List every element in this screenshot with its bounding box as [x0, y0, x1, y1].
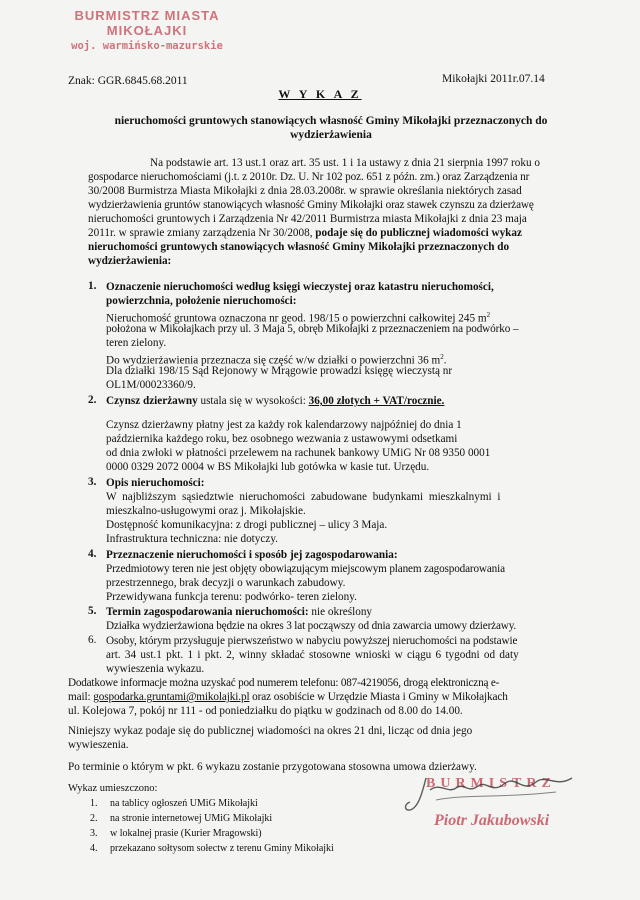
intro-line: gospodarce nieruchomościami (j.t. z 2010r. Dz. U. Nr 102 poz. 651 z późn. zm.) oraz Zarządzenia nr: [88, 171, 530, 183]
item-number: 5.: [88, 605, 97, 617]
item-1-line: teren zielony.: [106, 337, 167, 349]
item-2-line: 0000 0329 2072 0004 w BS Mikołajki lub gotówka w kasie tut. Urzędu.: [106, 461, 430, 473]
item-6-line: wywieszenia wykazu.: [106, 663, 205, 675]
item-5-heading: [106, 605, 372, 619]
intro-bold-line: wydzierżawienia:: [88, 255, 172, 267]
info-line: ul. Kolejowa 7, pokój nr 111 - od poniedziałku do piątku w godzinach od 8.00 do 14.00.: [68, 705, 463, 717]
item-1-heading: Oznaczenie nieruchomości według księgi wieczystej oraz katastru nieruchomości,: [106, 281, 494, 293]
place-date: Mikołajki 2011r.07.14: [442, 73, 545, 85]
item-1-line: położona w Mikołajkach przy ul. 3 Maja 5, obręb Mikołajki z przeznaczeniem na podwórko –: [106, 323, 519, 335]
info-text: oraz osobiście w Urzędzie Miasta i Gminy w Mikołajkach: [249, 691, 508, 703]
mayor-title: BURMISTRZ: [426, 776, 556, 791]
posted-number: 1.: [90, 798, 98, 809]
term-label: Termin zagospodarowania nieruchomości:: [106, 606, 309, 618]
item-number: 4.: [88, 548, 97, 560]
posted-number: 4.: [90, 843, 98, 854]
item-3-line: mieszkalno-usługowymi oraz j. Mikołajskie.: [106, 505, 306, 517]
intro-line: 30/2008 Burmistrza Miasta Mikołajki z dnia 28.03.2008r. w sprawie określania niektórych zasad: [88, 185, 522, 197]
intro-line: wydzierżawienia gruntów stanowiących własność Gminy Mikołajki oraz stawek czynszu za dzierżawę: [88, 199, 534, 211]
item-number: 6.: [88, 634, 97, 646]
stamp-line-2: woj. warmińsko-mazurskie: [71, 40, 223, 52]
intro-line: nieruchomości gruntowych i Zarządzenia Nr 42/2011 Burmistrza miasta Mikołajki z dnia 23 maja: [88, 213, 527, 225]
term-value: nie określony: [308, 606, 373, 618]
superscript: 2: [486, 311, 491, 319]
office-stamp: [52, 8, 242, 52]
email-link[interactable]: gospodarka.gruntami@mikolajki.pl: [93, 691, 250, 703]
rent-label: Czynsz dzierżawny: [106, 395, 198, 407]
item-2-line: od dnia zwłoki w płatności przelewem na rachunek bankowy UMiG Nr 08 9350 0001: [106, 447, 491, 459]
rent-amount: 36,00 złotych + VAT/rocznie.: [308, 395, 445, 407]
item-1-line: Dla działki 198/15 Sąd Rejonowy w Mrągowie prowadzi księgę wieczystą nr: [106, 365, 453, 377]
info-line: Dodatkowe informacje można uzyskać pod numerem telefonu: 087-4219056, drogą elektroniczną e-: [68, 677, 500, 689]
item-1-text: Do wydzierżawienia przeznacza się część w/w działki o powierzchni 36 m: [106, 354, 441, 367]
item-4-line: przestrzennego, brak decyzji o warunkach zabudowy.: [106, 577, 346, 589]
item-number: 1.: [88, 280, 97, 292]
intro-line: Na podstawie art. 13 ust.1 oraz art. 35 ust. 1 i 1a ustawy z dnia 21 sierpnia 1997 roku o: [150, 157, 540, 169]
contract-note: Po terminie o którym w pkt. 6 wykazu zostanie przygotowana stosowna umowa dzierżawy.: [68, 761, 477, 773]
item-2-line: października każdego roku, bez osobnego wezwania z ustawowymi odsetkami: [106, 433, 458, 445]
item-5-line: Działka wydzierżawiona będzie na okres 3 lat począwszy od dnia zawarcia umowy dzierżawy.: [106, 620, 517, 632]
posted-heading: Wykaz umieszczono:: [68, 783, 158, 794]
item-3-line: Dostępność komunikacyjna: z drogi publicznej – ulicy 3 Maja.: [106, 519, 388, 531]
document-subtitle: nieruchomości gruntowych stanowiących własność Gminy Mikołajki przeznaczonych do wydzierżawienia: [114, 115, 548, 141]
item-number: 2.: [88, 394, 97, 406]
item-4-line: Przedmiotowy teren nie jest objęty obowiązującym miejscowym planem zagospodarowania: [106, 563, 505, 575]
item-2-heading: [106, 394, 444, 408]
notice-line: Niniejszy wykaz podaje się do publicznej wiadomości na okres 21 dni, licząc od dnia jego: [68, 725, 473, 737]
item-3-line: Infrastruktura techniczna: nie dotyczy.: [106, 533, 278, 545]
item-2-line: Czynsz dzierżawny płatny jest za każdy rok kalendarzowy najpóźniej do dnia 1: [106, 419, 462, 431]
intro-text: 2011r. w sprawie zmiany zarządzenia Nr 30/2008,: [88, 227, 313, 239]
posted-item: na tablicy ogłoszeń UMiG Mikołajki: [110, 798, 258, 809]
posted-number: 2.: [90, 813, 98, 824]
item-6-line: art. 34 ust.1 pkt. 1 i pkt. 2, winny składać stosowne wnioski w ciągu 6 tygodni od daty: [106, 649, 519, 661]
item-3-line: W najbliższym sąsiedztwie nieruchomości zabudowane budynkami mieszkalnymi i: [106, 491, 501, 503]
mayor-name: Piotr Jakubowski: [434, 812, 550, 829]
rent-label-rest: ustala się w wysokości:: [197, 395, 309, 407]
posted-number: 3.: [90, 828, 98, 839]
item-number: 3.: [88, 476, 97, 488]
item-1-text: Nieruchomość gruntowa oznaczona nr geod. 198/15 o powierzchni całkowitej 245 m: [106, 312, 487, 325]
intro-line: [88, 226, 522, 240]
document-title: W Y K A Z: [278, 87, 362, 101]
item-4-heading: Przeznaczenie nieruchomości i sposób jej zagospodarowania:: [106, 549, 398, 561]
handwritten-signature: [396, 764, 586, 824]
superscript: 2: [440, 353, 444, 361]
posted-item: przekazano sołtysom sołectw z terenu Gminy Mikołajki: [110, 843, 334, 854]
notice-line: wywieszenia.: [68, 739, 129, 751]
intro-bold-line: nieruchomości gruntowych stanowiących własność Gminy Mikołajki przeznaczonych do: [88, 241, 510, 253]
item-1-line: OL1M/00023360/9.: [106, 379, 196, 391]
item-1-dot: .: [443, 354, 447, 367]
info-line: [68, 690, 508, 704]
posted-item: w lokalnej prasie (Kurier Mragowski): [110, 828, 262, 839]
item-4-line: Przewidywana funkcja terenu: podwórko- teren zielony.: [106, 591, 357, 603]
intro-bold-tail: podaje się do publicznej wiadomości wykaz: [312, 227, 522, 239]
info-email-label: mail:: [68, 691, 94, 703]
stamp-line-1: BURMISTRZ MIASTA MIKOŁAJKI: [74, 8, 220, 38]
item-3-heading: Opis nieruchomości:: [106, 477, 205, 489]
posted-item: na stronie internetowej UMiG Mikołajki: [110, 813, 273, 824]
item-1-heading: powierzchnia, położenie nieruchomości:: [106, 295, 297, 307]
item-6-line: Osoby, którym przysługuje pierwszeństwo w nabyciu powyższej nieruchomości na podstawie: [106, 635, 518, 647]
reference-number: Znak: GGR.6845.68.2011: [68, 75, 188, 87]
